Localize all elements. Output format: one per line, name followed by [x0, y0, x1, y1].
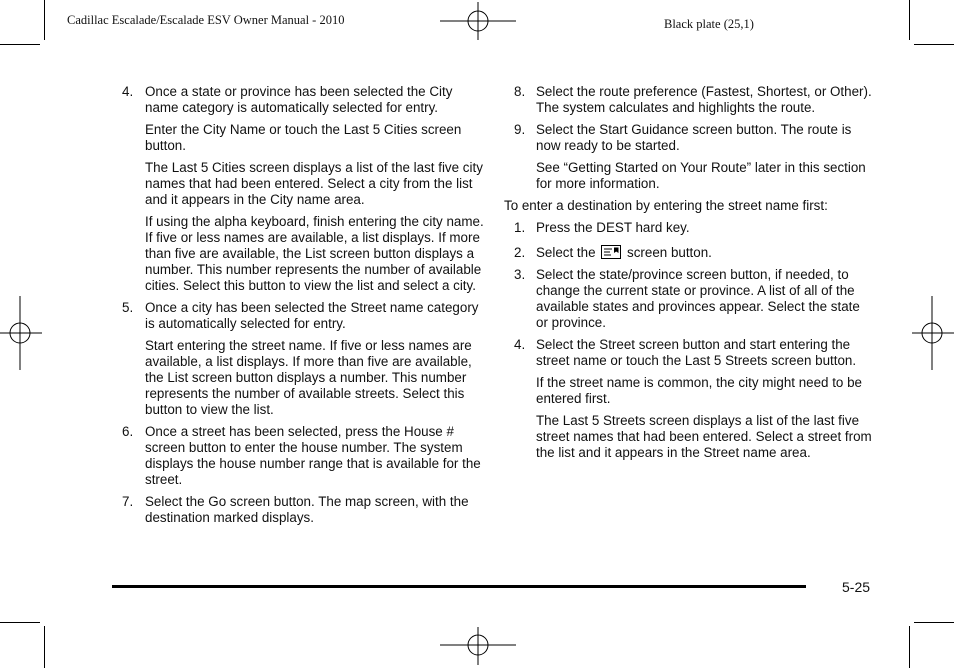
- crop-mark: [0, 44, 40, 45]
- item-text: Select the Street screen button and start entering the street name or touch the Last 5 Streets screen button.: [536, 337, 857, 368]
- list-item: [122, 494, 484, 526]
- list-item: [122, 84, 484, 116]
- item-text: Select the route preference (Fastest, Shortest, or Other). The system calculates and highlights the route.: [536, 84, 872, 115]
- crop-mark: [909, 626, 910, 668]
- paragraph: The Last 5 Cities screen displays a list of the last five city names that had been entered. Select a city from the list and it appears in the City name area.: [145, 160, 483, 207]
- item-text: Select the state/province screen button, if needed, to change the current state or province. A list of all of the available states and provinces appear. Select the state or province.: [536, 267, 860, 330]
- list-item: [504, 337, 874, 369]
- left-column: [122, 84, 484, 532]
- item-number: 5.: [122, 300, 134, 315]
- address-book-icon: [601, 245, 621, 259]
- list-item: [122, 424, 484, 488]
- item-number: 8.: [514, 84, 526, 99]
- item-number: 2.: [514, 245, 526, 260]
- registration-mark-right: [910, 296, 954, 370]
- item-text: Once a state or province has been selected the City name category is automatically selected for entry.: [145, 84, 453, 115]
- list-item: [504, 84, 874, 116]
- item-text: Select the Start Guidance screen button. The route is now ready to be started.: [536, 122, 852, 153]
- item-number: 4.: [514, 337, 526, 352]
- paragraph: If the street name is common, the city might need to be entered first.: [536, 375, 862, 406]
- paragraph: If using the alpha keyboard, finish entering the city name. If five or less names are available, a list displays. If more than five are available, the List screen button displays a number. This number represents the number of available cities. Select this button to view the list and select a city.: [145, 214, 484, 293]
- paragraph: The Last 5 Streets screen displays a list of the last five street names that had been entered. Select a street from the list and it appears in the Street name area.: [536, 413, 872, 460]
- intro-text: To enter a destination by entering the street name first:: [504, 198, 828, 213]
- item-number: 3.: [514, 267, 526, 282]
- list-item: [504, 220, 874, 236]
- registration-mark-left: [0, 296, 44, 370]
- plate-label: Black plate (25,1): [664, 17, 754, 31]
- registration-mark-top: [440, 0, 516, 42]
- item-text: Once a street has been selected, press the House # screen button to enter the house number. The system displays the house number range that is available for the street.: [145, 424, 481, 487]
- crop-mark: [909, 0, 910, 40]
- item-text: Once a city has been selected the Street name category is automatically selected for entry.: [145, 300, 479, 331]
- right-column: [504, 84, 874, 467]
- crop-mark: [44, 626, 45, 668]
- manual-title: Cadillac Escalade/Escalade ESV Owner Manual - 2010: [67, 13, 345, 27]
- list-item: [122, 300, 484, 332]
- crop-mark: [0, 622, 40, 623]
- paragraph: See “Getting Started on Your Route” later in this section for more information.: [536, 160, 866, 191]
- paragraph: Enter the City Name or touch the Last 5 Cities screen button.: [145, 122, 462, 153]
- item-text: Select the Go screen button. The map screen, with the destination marked displays.: [145, 494, 469, 525]
- step-text-after: screen button.: [627, 245, 712, 260]
- list-item: [504, 267, 874, 331]
- item-number: 9.: [514, 122, 526, 137]
- item-number: 6.: [122, 424, 134, 439]
- paragraph: Start entering the street name. If five or less names are available, a list displays. If more than five are available, the List screen button displays a number. This number represents the number of available streets. Select this button to view the list.: [145, 338, 472, 417]
- crop-mark: [914, 44, 954, 45]
- item-number: 1.: [514, 220, 526, 235]
- footer-rule: [112, 585, 806, 588]
- crop-mark: [914, 622, 954, 623]
- item-text: Press the DEST hard key.: [536, 220, 690, 235]
- registration-mark-bottom: [440, 627, 516, 668]
- page-number: 5-25: [842, 579, 871, 595]
- step-text-before: Select the: [536, 245, 596, 260]
- item-number: 7.: [122, 494, 134, 509]
- list-item: [504, 245, 874, 261]
- item-text: [536, 245, 874, 261]
- list-item: [504, 122, 874, 154]
- item-number: 4.: [122, 84, 134, 99]
- crop-mark: [44, 0, 45, 40]
